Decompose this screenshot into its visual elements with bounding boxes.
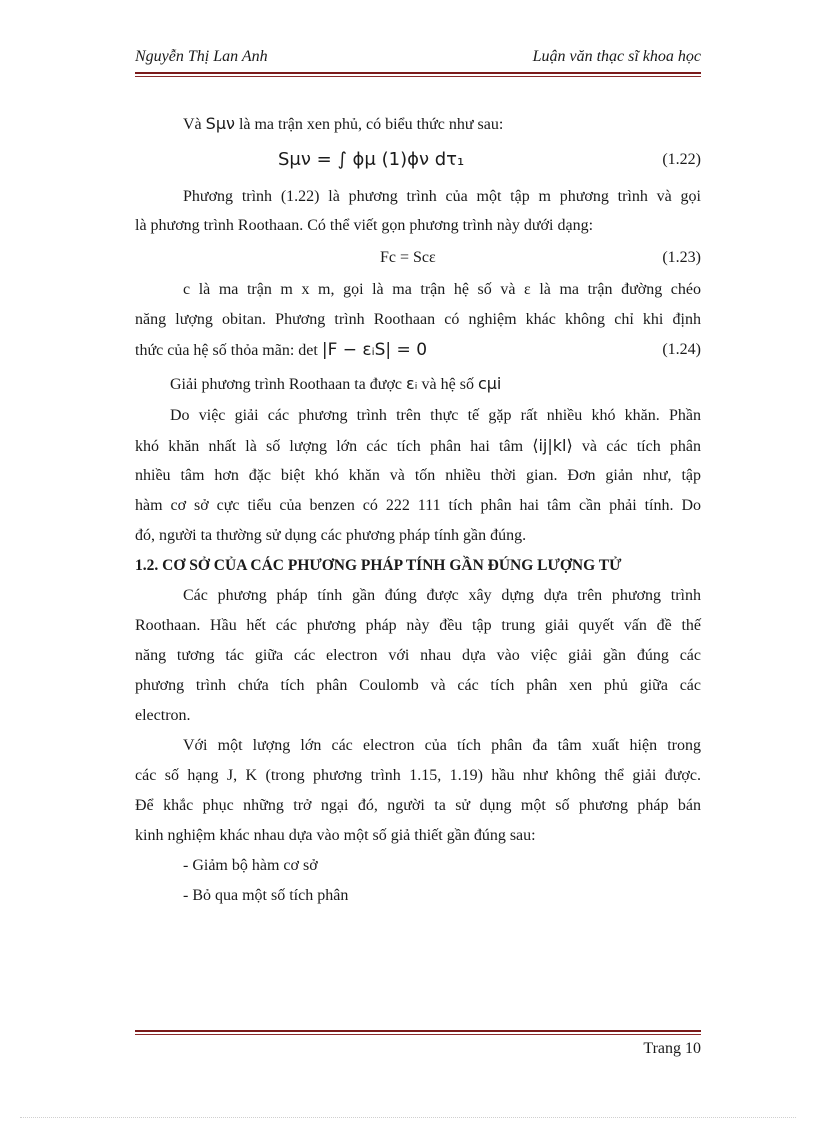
paragraph-line: nhiều tâm hơn đặc biệt khó khăn và tốn nhiều thời gian. Đơn giản như, tập: [135, 467, 701, 484]
paragraph-line: khó khăn nhất là số lượng lớn các tích phân hai tâm ⟨ij|kl⟩ và các tích phân: [135, 436, 702, 455]
paragraph-line: các số hạng J, K (trong phương trình 1.15, 1.19) hầu như không thể giải được.: [135, 767, 701, 784]
page-number: Trang 10: [643, 1040, 701, 1057]
equation-1-23: [135, 244, 701, 272]
paragraph-line: c là ma trận m x m, gọi là ma trận hệ số và ε là ma trận đường chéo: [183, 281, 701, 298]
page-header: [135, 48, 701, 72]
header-rule: [135, 72, 701, 74]
paragraph-line: đó, người ta thường sử dụng các phương pháp tính gần đúng.: [135, 527, 527, 544]
paragraph-line: Với một lượng lớn các electron của tích phân đa tâm xuất hiện trong: [183, 737, 701, 754]
equation-1-22-number: (1.22): [662, 151, 701, 168]
paragraph-line-with-equation: thức của hệ số thỏa mãn: det |F − εᵢS| = 0 (1.24): [135, 340, 701, 360]
equation-1-24-number: (1.24): [662, 341, 701, 358]
equation-1-22-formula: Sμν = ∫ ϕμ (1)ϕν dτ₁: [278, 149, 465, 170]
intro-line: Và Sμν là ma trận xen phủ, có biểu thức như sau:: [183, 114, 504, 133]
paragraph-line: Do việc giải các phương trình trên thực tế gặp rất nhiều khó khăn. Phần: [170, 407, 701, 424]
symbol-s-mu-nu: Sμν: [205, 114, 235, 133]
symbol-epsilon-i: εᵢ: [406, 374, 418, 393]
paragraph-line: Giải phương trình Roothaan ta được εᵢ và hệ số cμi: [170, 374, 502, 393]
equation-1-23-formula: Fc = Scε: [380, 249, 436, 266]
page-footer: [135, 1040, 701, 1062]
symbol-c-mu-i: cμi: [477, 374, 502, 393]
paragraph-line: Các phương pháp tính gần đúng được xây dựng dựa trên phương trình: [183, 587, 701, 604]
paragraph-line: hàm cơ sở cực tiểu của benzen có 222 111 tích phân hai tâm cần phải tính. Do: [135, 497, 701, 514]
paragraph-line: electron.: [135, 707, 191, 724]
equation-1-24-formula: |F − εᵢS| = 0: [321, 340, 428, 360]
paragraph-line: phương trình chứa tích phân Coulomb và các tích phân xen phủ giữa các: [135, 677, 701, 694]
paragraph-line: năng lượng obitan. Phương trình Roothaan có nghiệm khác không chỉ khi định: [135, 311, 701, 328]
paragraph-line: là phương trình Roothaan. Có thể viết gọn phương trình này dưới dạng:: [135, 217, 594, 234]
list-item: - Bỏ qua một số tích phân: [183, 887, 349, 904]
page-bottom-divider: [20, 1117, 796, 1118]
symbol-ij-kl: ⟨ij|kl⟩: [532, 436, 573, 455]
paragraph-line: năng tương tác giữa các electron với nhau dựa vào việc giải gần đúng các: [135, 647, 701, 664]
section-heading: 1.2. CƠ SỞ CỦA CÁC PHƯƠNG PHÁP TÍNH GẦN ĐÚNG LƯỢNG TỬ: [135, 557, 622, 574]
paragraph-line: Phương trình (1.22) là phương trình của một tập m phương trình và gọi: [183, 188, 701, 205]
paragraph-line: Roothaan. Hầu hết các phương pháp này đều tập trung giải quyết vấn đề thế: [135, 617, 701, 634]
equation-1-22: [135, 146, 701, 174]
header-title: Luận văn thạc sĩ khoa học: [532, 48, 701, 65]
header-rule-thin: [135, 76, 701, 77]
equation-1-23-number: (1.23): [662, 249, 701, 266]
paragraph-line: Để khắc phục những trở ngại đó, người ta sử dụng một số phương pháp bán: [135, 797, 701, 814]
footer-rule-thin: [135, 1034, 701, 1035]
list-item: - Giảm bộ hàm cơ sở: [183, 857, 318, 874]
paragraph-line: kinh nghiệm khác nhau dựa vào một số giả thiết gần đúng sau:: [135, 827, 536, 844]
header-author: Nguyễn Thị Lan Anh: [135, 48, 268, 65]
footer-rule: [135, 1030, 701, 1032]
